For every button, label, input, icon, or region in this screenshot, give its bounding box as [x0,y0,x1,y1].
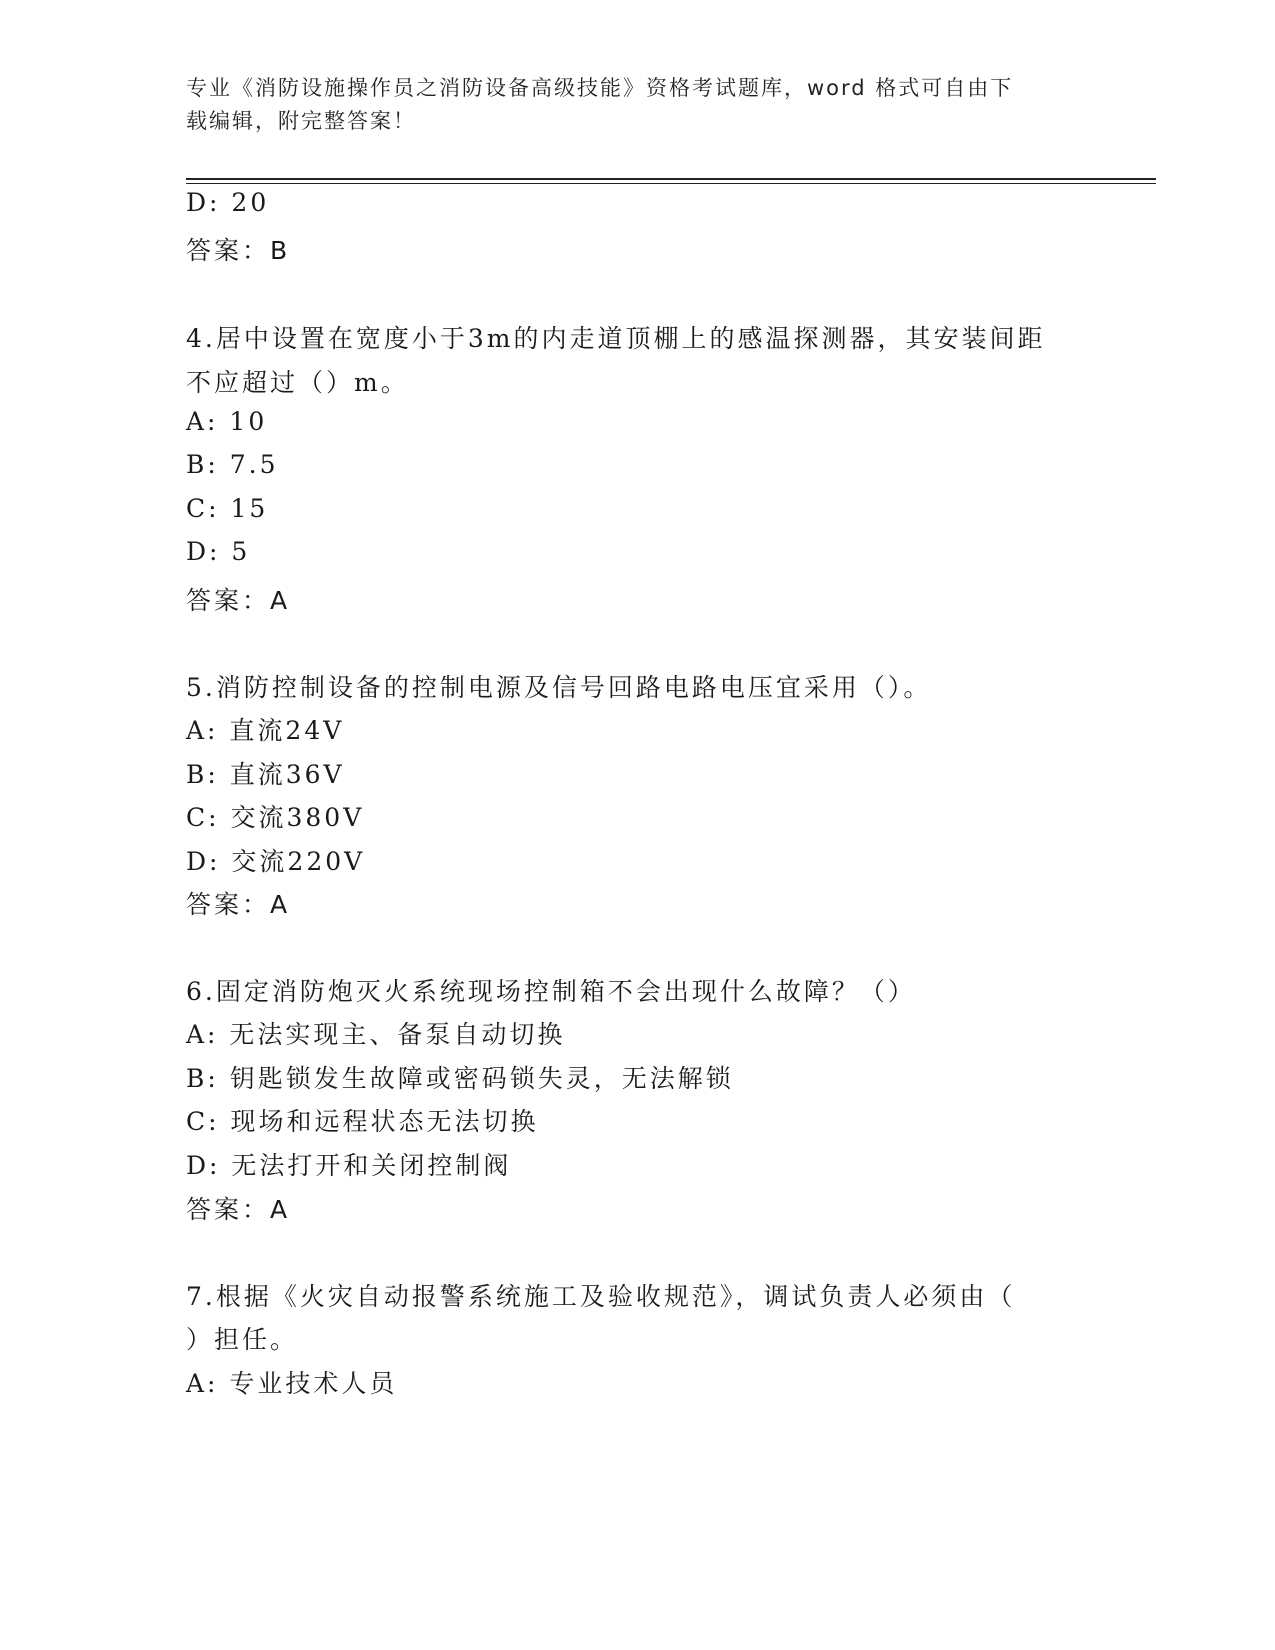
question-5-option-a: A: 直流24V [186,716,345,745]
question-6-stem-line-1: 6.固定消防炮灭火系统现场控制箱不会出现什么故障？（） [186,977,916,1006]
header-line-1: 专业《消防设施操作员之消防设备高级技能》资格考试题库，word 格式可自由下 [186,76,1014,100]
question-7-option-a: A: 专业技术人员 [186,1369,398,1398]
prev-option-d: D: 20 [186,188,270,217]
question-5-option-d: D: 交流220V [186,847,366,876]
question-4-answer: 答案：A [186,586,291,615]
question-6-answer: 答案：A [186,1195,291,1224]
question-6-option-b: B: 钥匙锁发生故障或密码锁失灵，无法解锁 [186,1064,734,1093]
header-line-2: 载编辑，附完整答案！ [186,109,416,133]
question-4-stem-line-1: 4.居中设置在宽度小于3m的内走道顶棚上的感温探测器，其安装间距 [186,324,1046,353]
prev-answer: 答案：B [186,236,291,265]
question-4-option-c: C: 15 [186,494,269,523]
question-6-option-a: A: 无法实现主、备泵自动切换 [186,1020,566,1049]
header-divider-thin [186,183,1156,184]
question-5-option-b: B: 直流36V [186,760,345,789]
question-5-option-c: C: 交流380V [186,803,365,832]
header-divider [186,178,1156,180]
question-6-option-d: D: 无法打开和关闭控制阀 [186,1151,512,1180]
question-4-stem-line-2: 不应超过（）m。 [186,368,409,397]
question-4-option-a: A: 10 [186,407,268,436]
question-5-stem-line-1: 5.消防控制设备的控制电源及信号回路电路电压宜采用（）。 [186,673,932,702]
question-7-stem-line-1: 7.根据《火灾自动报警系统施工及验收规范》，调试负责人必须由（ [186,1282,1016,1311]
question-6-option-c: C: 现场和远程状态无法切换 [186,1107,539,1136]
question-5-answer: 答案：A [186,890,291,919]
question-7-stem-line-2: ）担任。 [186,1325,299,1354]
question-4-option-b: B: 7.5 [186,450,279,479]
question-4-option-d: D: 5 [186,537,251,566]
document-header [186,72,1086,138]
